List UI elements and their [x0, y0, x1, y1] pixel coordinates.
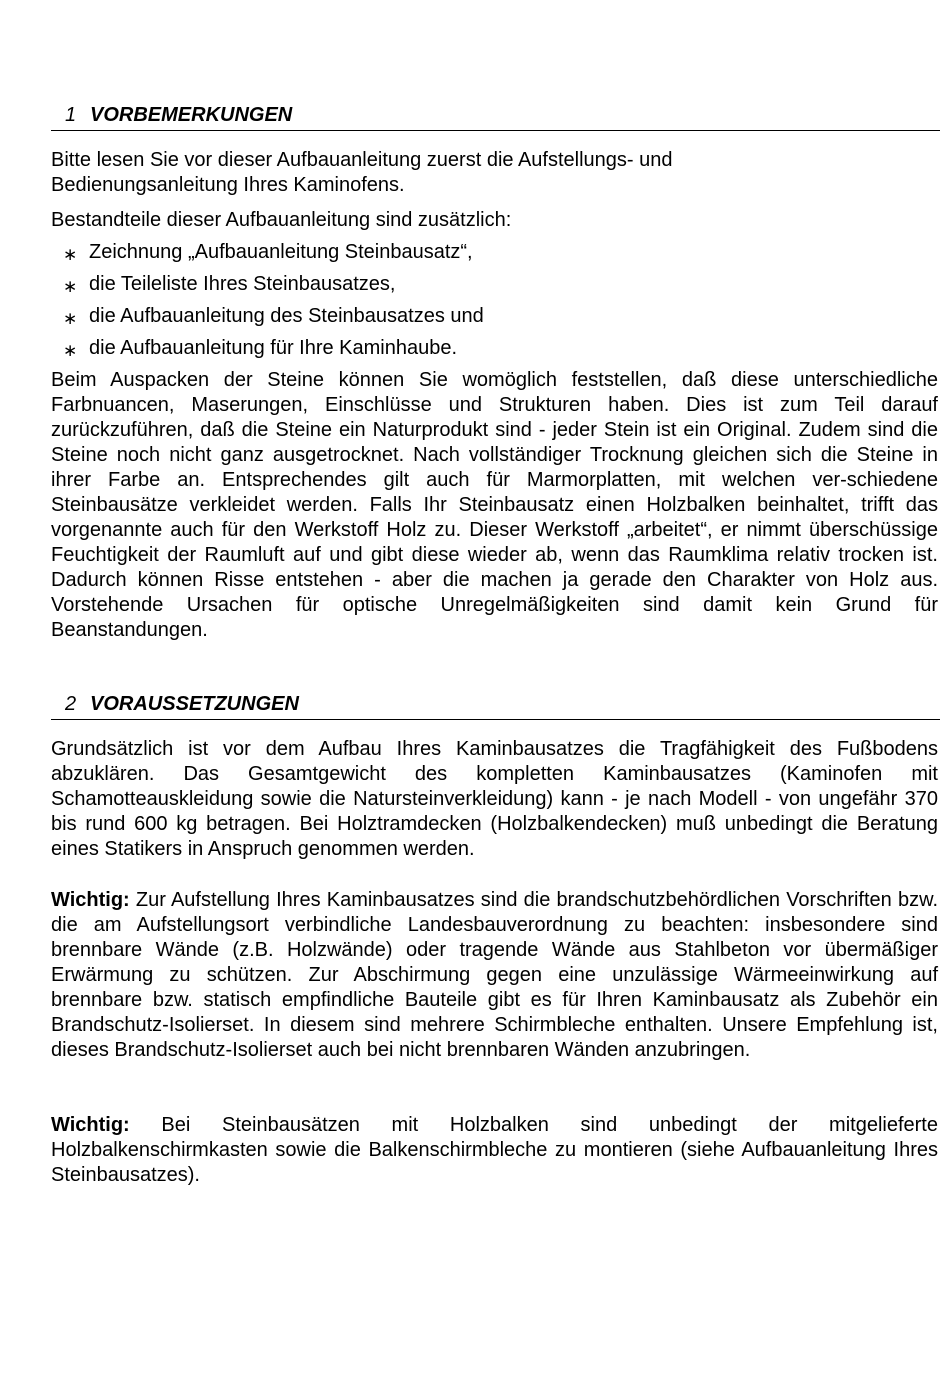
intro-line-2: Bedienungsanleitung Ihres Kaminofens.	[51, 174, 405, 196]
important-text: Bei Steinbausätzen mit Holzbalken sind unbedingt der mitgelieferte Holzbalkenschirmkasten sowie die Balkenschirmbleche zu montieren (siehe Aufbauanleitung Ihres Steinbausatzes).	[51, 1114, 938, 1186]
section-1-paragraph: Beim Auspacken der Steine können Sie womöglich feststellen, daß diese unterschiedliche Farbnuancen, Maserungen, Einschlüsse und Strukturen haben. Dies ist zum Teil darauf zurückzuführen, daß die Steine ein Naturprodukt sind - jeder Stein ist ein Original. Zudem sind die Steine noch nicht ganz ausgetrocknet. Nach vollständiger Trocknung gleichen sich die Steine in ihrer Farbe an. Entsprechendes gilt auch für Marmorplatten, mit welchen ver-schiedene Steinbausätze verkleidet werden. Falls Ihr Steinbausatz einen Holzbalken beinhaltet, trifft das vorgenannte auch für den Werkstoff Holz zu. Dieser Werkstoff „arbeitet“, er nimmt überschüssige Feuchtigkeit der Raumluft auf und gibt diese wieder ab, wenn das Raumklima relativ trocken ist. Dadurch können Risse entstehen - aber die machen ja gerade den Charakter von Holz aus. Vorstehende Ursachen für optische Unregelmäßigkeiten sind damit kein Grund für Beanstandungen.	[51, 369, 938, 641]
list-item	[51, 336, 938, 368]
section-1-intro	[51, 148, 938, 198]
list-item-text: die Aufbauanleitung für Ihre Kaminhaube.	[89, 337, 458, 359]
list-item	[51, 304, 938, 336]
section-1-title: VORBEMERKUNGEN	[90, 104, 293, 126]
section-2-paragraph-2	[51, 888, 938, 1063]
section-2-paragraph-3	[51, 1113, 938, 1188]
components-label: Bestandteile dieser Aufbauanleitung sind zusätzlich:	[51, 209, 512, 231]
list-item	[51, 272, 938, 304]
bullet-star-icon: ∗	[63, 245, 78, 264]
section-2-title: VORAUSSETZUNGEN	[90, 693, 299, 715]
important-label: Wichtig:	[51, 1114, 130, 1136]
section-2-heading	[51, 688, 940, 720]
section-1-number: 1	[65, 104, 77, 126]
intro-line-1: Bitte lesen Sie vor dieser Aufbauanleitung zuerst die Aufstellungs- und	[51, 149, 673, 171]
list-item-text: die Aufbauanleitung des Steinbausatzes und	[89, 305, 484, 327]
list-item-text: Zeichnung „Aufbauanleitung Steinbausatz“,	[89, 241, 473, 263]
important-label: Wichtig:	[51, 889, 130, 911]
important-text: Zur Aufstellung Ihres Kaminbausatzes sind die brandschutzbehördlichen Vorschriften bzw. die am Aufstellungsort verbindliche Landesbauverordnung zu beachten: insbesondere sind brennbare Wände (z.B. Holzwände) oder tragende Wände aus Stahlbeton vor übermäßiger Erwärmung zu schützen. Zur Abschirmung gegen eine unzulässige Wärmeeinwirkung auf brennbare bzw. statisch empfindliche Bauteile gibt es für Ihren Kaminbausatz als Zubehör ein Brandschutz-Isolierset. In diesem sind mehrere Schirmbleche enthalten. Unsere Empfehlung ist, dieses Brandschutz-Isolierset auch bei nicht brennbaren Wänden anzubringen.	[51, 889, 938, 1061]
list-item	[51, 240, 938, 272]
bullet-star-icon: ∗	[63, 277, 78, 296]
list-item-text: die Teileliste Ihres Steinbausatzes,	[89, 273, 396, 295]
section-2-paragraph-1: Grundsätzlich ist vor dem Aufbau Ihres Kaminbausatzes die Tragfähigkeit des Fußbodens abzuklären. Das Gesamtgewicht des kompletten Kaminbausatzes (Kaminofen mit Schamotteauskleidung sowie die Natursteinverkleidung) kann - je nach Modell - von ungefähr 370 bis rund 600 kg betragen. Bei Holztramdecken (Holzbalkendecken) muß unbedingt die Beratung eines Statikers in Anspruch genommen werden.	[51, 738, 938, 860]
bullet-star-icon: ∗	[63, 341, 78, 360]
components-list	[51, 240, 938, 368]
bullet-star-icon: ∗	[63, 309, 78, 328]
section-1-heading	[51, 99, 940, 131]
section-2-number: 2	[65, 693, 77, 715]
